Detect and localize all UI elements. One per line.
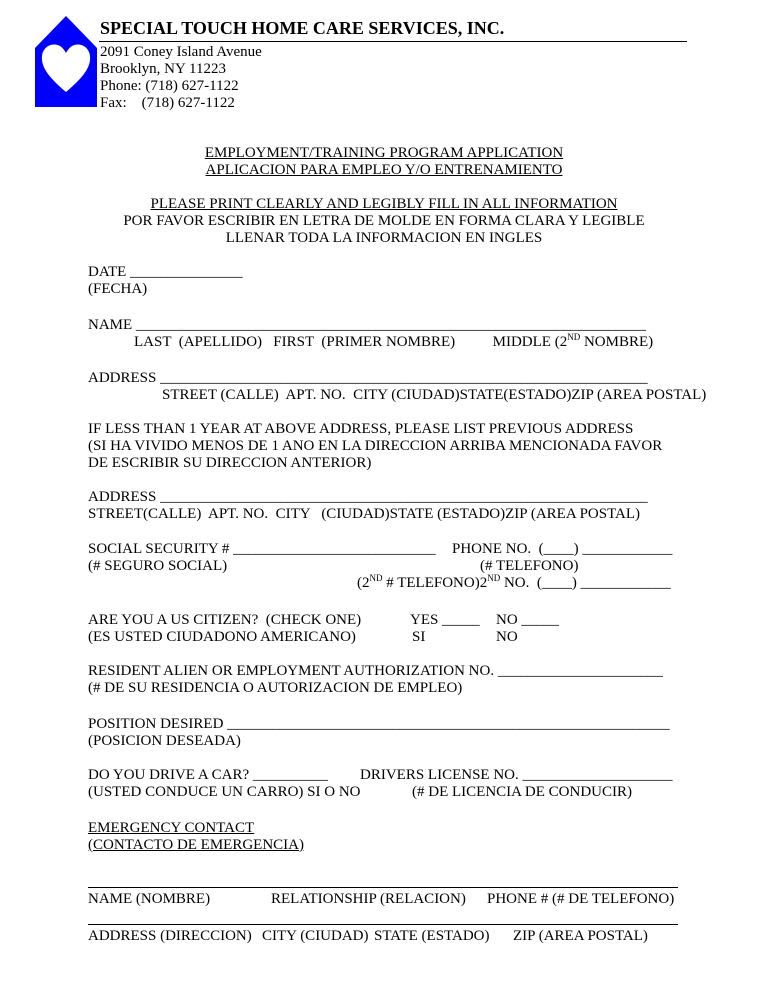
second-phone-sup-1: ND [369,573,383,583]
drive-car-label-es: (USTED CONDUCE UN CARRO) SI O NO [88,784,361,800]
phone-label-es: (# TELEFONO) [480,558,579,574]
company-address-line1: 2091 Coney Island Avenue [100,44,262,60]
address-sublabels: STREET (CALLE) APT. NO. CITY (CIUDAD)STATE(ESTADO)ZIP (AREA POSTAL) [162,387,707,403]
second-phone-text-b: # TELEFONO)2 [382,575,488,591]
previous-address-field[interactable]: ADDRESS _________________________________________________________________ [88,489,648,505]
address-field[interactable]: ADDRESS _________________________________________________________________ [88,370,648,386]
emergency-city-label: CITY (CIUDAD) [262,928,369,944]
emergency-state-label: STATE (ESTADO) [374,928,490,944]
emergency-name-label: NAME (NOMBRE) [88,891,211,907]
company-fax: Fax: (718) 627-1122 [100,95,235,111]
position-desired-field[interactable]: POSITION DESIRED ___________________________________________________________ [88,716,670,732]
instruction-es-2: LLENAR TODA LA INFORMACION EN INGLES [225,230,543,246]
emergency-relationship-label: RELATIONSHIP (RELACION) [271,891,466,907]
company-phone: Phone: (718) 627-1122 [100,78,239,94]
emergency-address-label: ADDRESS (DIRECCION) [88,928,252,944]
second-phone-field[interactable] [357,575,671,592]
house-heart-logo [33,14,99,109]
instruction-es-1: POR FAVOR ESCRIBIR EN LETRA DE MOLDE EN FORMA CLARA Y LEGIBLE [123,213,645,229]
second-phone-sup-2: ND [487,573,501,583]
prev-address-note-3: DE ESCRIBIR SU DIRECCION ANTERIOR) [88,455,372,471]
prev-address-note-2: (SI HA VIVIDO MENOS DE 1 ANO EN LA DIRECCION ARRIBA MENCIONADA FAVOR [88,438,663,454]
date-label-es: (FECHA) [88,281,148,297]
company-address-line2: Brooklyn, NY 11223 [100,61,226,77]
citizen-question-es: (ES USTED CIUDADONO AMERICANO) [88,629,356,645]
name-field[interactable]: NAME ____________________________________________________________________ [88,317,646,333]
second-phone-text-c: NO. (____) ____________ [500,575,671,591]
citizen-yes-es: SI [412,629,426,645]
prev-address-note-1: IF LESS THAN 1 YEAR AT ABOVE ADDRESS, PLEASE LIST PREVIOUS ADDRESS [88,421,634,437]
emergency-address-line[interactable] [88,924,678,925]
name-sublabels [134,334,653,351]
form-title-es: APLICACION PARA EMPLEO Y/O ENTRENAMIENTO [205,162,563,178]
ssn-field[interactable]: SOCIAL SECURITY # ___________________________ [88,541,436,557]
form-title-en: EMPLOYMENT/TRAINING PROGRAM APPLICATION [204,145,564,161]
phone-field[interactable]: PHONE NO. (____) ____________ [452,541,673,557]
citizen-no-option[interactable]: NO _____ [496,612,559,628]
drivers-license-label-es: (# DE LICENCIA DE CONDUCIR) [412,784,632,800]
previous-address-sublabels: STREET(CALLE) APT. NO. CITY (CIUDAD)STATE (ESTADO)ZIP (AREA POSTAL) [88,506,641,522]
header-divider [99,41,687,42]
drivers-license-field[interactable]: DRIVERS LICENSE NO. ____________________ [360,767,673,783]
emergency-contact-heading-es: (CONTACTO DE EMERGENCIA) [88,837,305,853]
name-sublabel-end: NOMBRE) [580,334,654,350]
position-desired-label-es: (POSICION DESEADA) [88,733,241,749]
name-sublabel-sup: ND [567,332,581,342]
emergency-name-line[interactable] [88,887,678,888]
ssn-label-es: (# SEGURO SOCIAL) [88,558,228,574]
company-name: SPECIAL TOUCH HOME CARE SERVICES, INC. [100,18,505,38]
resident-alien-field[interactable]: RESIDENT ALIEN OR EMPLOYMENT AUTHORIZATION NO. ______________________ [88,663,663,679]
drive-car-field[interactable]: DO YOU DRIVE A CAR? __________ [88,767,328,783]
resident-alien-label-es: (# DE SU RESIDENCIA O AUTORIZACION DE EMPLEO) [88,680,463,696]
citizen-yes-option[interactable]: YES _____ [410,612,480,628]
second-phone-text-a: (2 [357,575,370,591]
instruction-en: PLEASE PRINT CLEARLY AND LEGIBLY FILL IN ALL INFORMATION [150,196,618,212]
date-field[interactable]: DATE _______________ [88,264,243,280]
emergency-phone-label: PHONE # (# DE TELEFONO) [487,891,675,907]
name-sublabel-text: LAST (APELLIDO) FIRST (PRIMER NOMBRE) MIDDLE (2 [134,334,568,350]
citizen-no-es: NO [496,629,518,645]
citizen-question: ARE YOU A US CITIZEN? (CHECK ONE) [88,612,362,628]
emergency-zip-label: ZIP (AREA POSTAL) [513,928,648,944]
emergency-contact-heading: EMERGENCY CONTACT [88,820,255,836]
